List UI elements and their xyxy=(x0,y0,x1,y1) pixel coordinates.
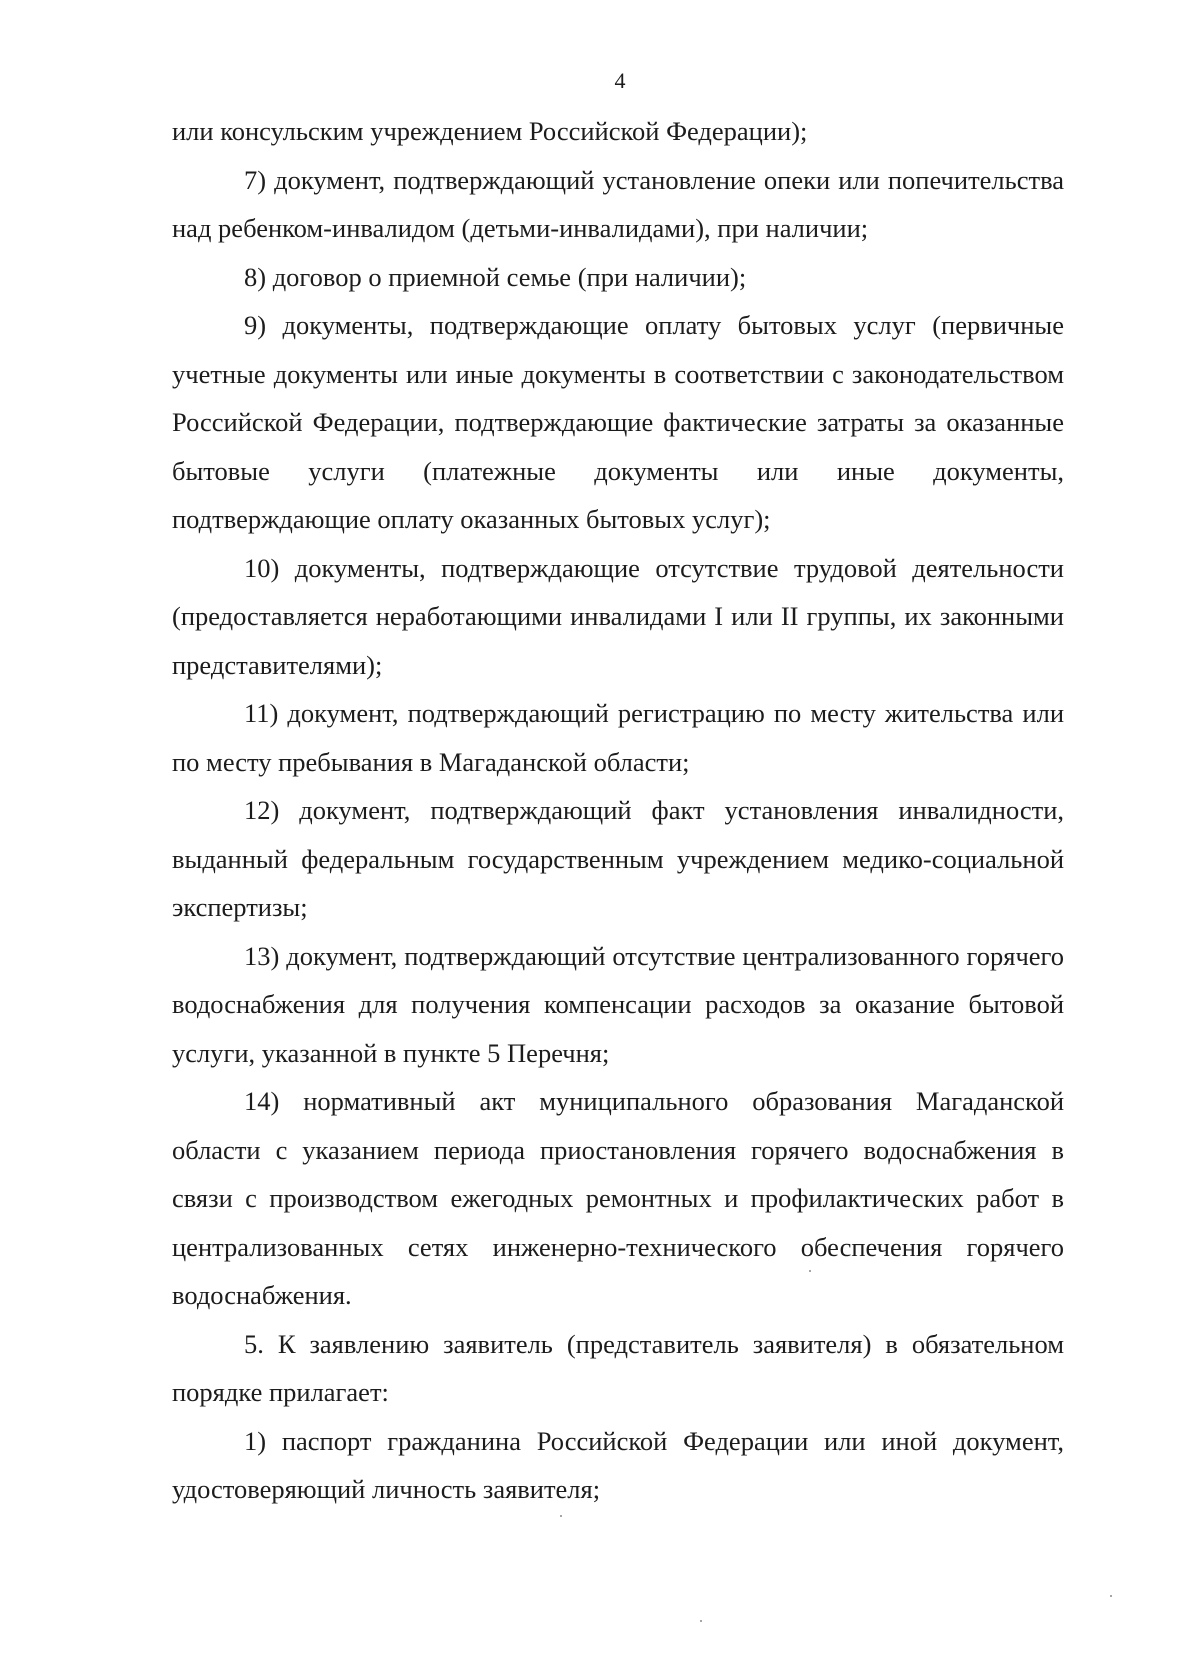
list-item-7: 7) документ, подтверждающий установление опеки или попечительства над ребенком-инвалидом (детьми-инвалидами), при наличии; xyxy=(172,164,1064,243)
list-item-9: 9) документы, подтверждающие оплату бытовых услуг (первичные учетные документы или иные документы в соответствии с законодательством Российской Федерации, подтверждающие фактические затраты за оказанные бытовые услуги (платежные документы или иные документы, подтверждающие оплату оказанных бытовых услуг); xyxy=(172,310,1064,534)
document-body xyxy=(172,107,1064,1514)
scan-speck xyxy=(1110,1595,1112,1597)
page-number: 4 xyxy=(614,68,626,93)
scan-speck xyxy=(560,1515,562,1517)
paragraph-continuation: или консульским учреждением Российской Федерации); xyxy=(172,116,808,146)
list-item-8: 8) договор о приемной семье (при наличии); xyxy=(244,261,747,292)
section-5-item-1: 1) паспорт гражданина Российской Федерации или иной документ, удостоверяющий личность заявителя; xyxy=(172,1425,1064,1504)
list-item-14: 14) нормативный акт муниципального образования Магаданской области с указанием периода приостановления горячего водоснабжения в связи с производством ежегодных ремонтных и профилактических работ в централизованных сетях инженерно-технического обеспечения горячего водоснабжения. xyxy=(172,1086,1064,1310)
scan-speck xyxy=(809,1270,811,1272)
list-item-10: 10) документы, подтверждающие отсутствие трудовой деятельности (предоставляется неработающими инвалидами I или II группы, их законными представителями); xyxy=(172,552,1064,680)
section-5-intro: 5. К заявлению заявитель (представитель заявителя) в обязательном порядке прилагает: xyxy=(172,1328,1064,1407)
list-item-13: 13) документ, подтверждающий отсутствие централизованного горячего водоснабжения для получения компенсации расходов за оказание бытовой услуги, указанной в пункте 5 Перечня; xyxy=(172,940,1064,1068)
list-item-12: 12) документ, подтверждающий факт установления инвалидности, выданный федеральным государственным учреждением медико-социальной экспертизы; xyxy=(172,795,1064,922)
scan-speck xyxy=(700,1620,702,1622)
list-item-11: 11) документ, подтверждающий регистрацию по месту жительства или по месту пребывания в Магаданской области; xyxy=(172,698,1064,777)
